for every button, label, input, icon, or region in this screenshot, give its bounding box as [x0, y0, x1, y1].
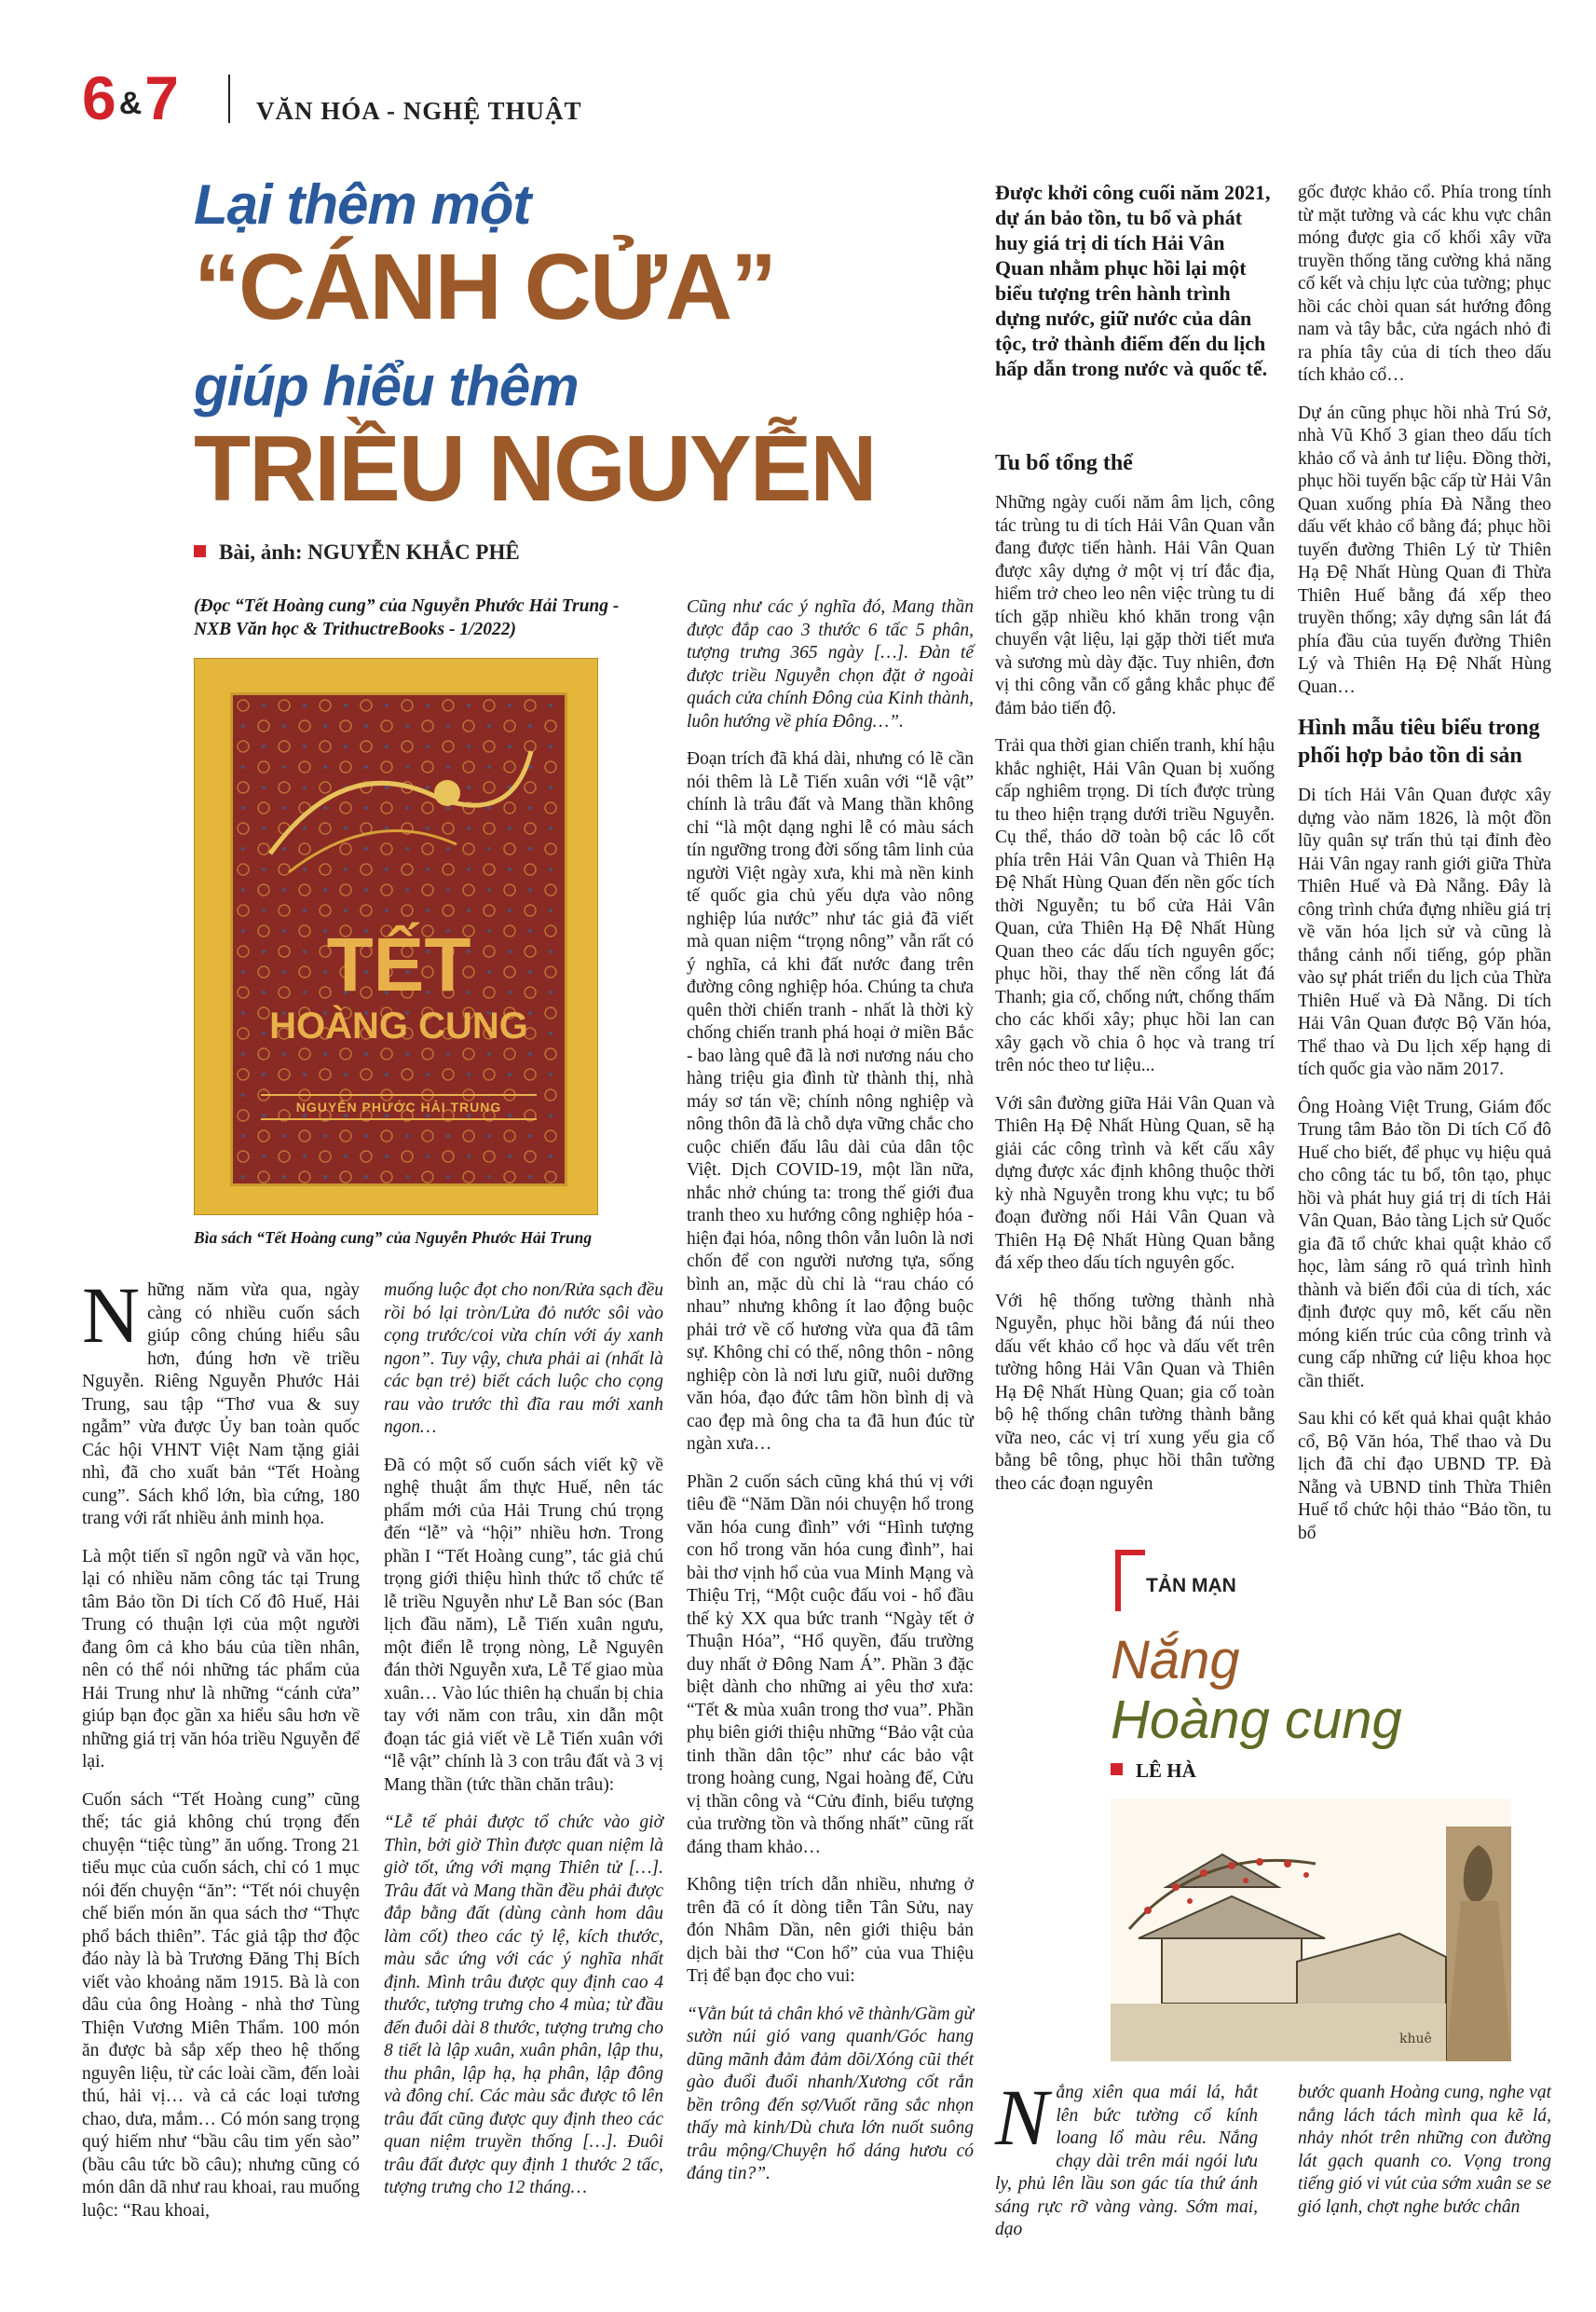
book-cover-subtitle: HOÀNG CUNG: [269, 1006, 528, 1047]
book-cover-title: TẾT: [326, 923, 471, 1007]
headline-line-4: TRIỀU NGUYỄN: [194, 417, 876, 521]
dropcap: N: [82, 1270, 141, 1360]
tanman-label: TẢN MẠN: [1146, 1575, 1236, 1596]
article-column-4: [995, 449, 1275, 1511]
article-column-3: [687, 596, 974, 2201]
paragraph: Với hệ thống tường thành nhà Nguyễn, phục hồi bằng đá núi theo dấu vết khảo cổ học và dấu vết trên tường hông Hải Vân Quan và Thiên Hạ Đệ Nhất Hùng Quan; gia cố toàn bộ hệ thống chân tường thành bằng vữa neo, các vị trí xung yếu gia cố bằng bê tông, phục hồi thân tường theo các đoạn nguyên: [995, 1291, 1275, 1494]
book-cover-image: [194, 658, 598, 1215]
palace-illustration-drawing: [1111, 1799, 1511, 2061]
palace-ground: [1111, 2004, 1446, 2061]
paragraph: Những ngày cuối năm âm lịch, công tác trùng tu di tích Hải Vân Quan vẫn đang được tiến hành. Hải Vân Quan được xây dựng ở một vị trí đắc địa, hiểm trở cheo leo nên việc trùng tu di tích gặp nhiều khó khăn trong vận chuyển vật liệu, lại gặp thời tiết mưa và sương mù dày đặc. Tuy nhiên, đơn vị thi công vẫn cố gắng khắc phục để đảm bảo tiến độ.: [995, 493, 1275, 718]
paragraph: Di tích Hải Vân Quan được xây dựng vào năm 1826, là một đồn lũy quân sự trấn thủ tại đỉnh đèo Hải Vân ngay ranh giới giữa Thừa Thiên Huế và Đà Nẵng. Đây là công trình chứa đựng nhiều giá trị về văn hóa lịch sử và cũng là thắng cảnh nổi tiếng, góp phần vào sự phát triển du lịch của Thừa Thiên Huế và Đà Nẵng. Di tích Hải Vân Quan được Bộ Văn hóa, Thể thao và Du lịch xếp hạng di tích quốc gia vào năm 2017.: [1298, 786, 1551, 1079]
paragraph: Ông Hoàng Việt Trung, Giám đốc Trung tâm Bảo tồn Di tích Cố đô Huế cho biết, để phục vụ hiệu quả cho công tác tu bổ, tôn tạo, phục hồi và phát huy giá trị di tích Hải Vân Quan, Bảo tàng Lịch sử Quốc gia đã tổ chức khai quật khảo cổ học, làm sáng rõ quá trình hình thành và biến đổi của di tích, xác định được quy mô, kết cấu nền móng kiến trúc của công trình và cung cấp những cứ liệu khoa học cần thiết.: [1298, 1097, 1551, 1391]
page-number-left: 6: [82, 63, 116, 132]
page-number-right: 7: [144, 63, 179, 132]
byline-marker: [194, 545, 206, 557]
poem: “Vằn bút tả chân khó vẽ thành/Gầm gừ sườn núi gió vang quanh/Góc hang dũng mãnh đảm đảm dõi/Xóng cũi thét gào đuổi đuổi nhanh/Xương cốt rắn bền trông đến sợ/Vuốt răng sắc nhọn thấy mà kinh/Dù chưa lớn nuốt suông trâu mộng/Chuyện hổ dáng hươu có đáng tin?”.: [687, 2004, 974, 2183]
paragraph: Phần 2 cuốn sách cũng khá thú vị với tiêu đề “Năm Dần nói chuyện hổ trong văn hóa cung đình” với “Hình tượng con hổ trong văn hóa cung đình”, hai bài thơ vịnh hổ của vua Minh Mạng và Thiệu Trị, “Một cuộc đấu voi - hổ đầu thế kỷ XX qua bức tranh “Ngày tết ở Thuận Hóa”, “Hổ quyền, đấu trường duy nhất ở Đông Nam Á”. Phần 3 đặc biệt dành cho những ai yêu thơ xưa: “Tết & mùa xuân trong thơ vua”. Phần phụ biên giới thiệu những “Bảo vật của tinh thần dân tộc” như các bảo vật trong hoàng cung, Ngai hoàng đế, Cửu vị thần công và “Cửu đỉnh, biểu tượng của trường tồn và thống nhất” cũng rất đáng tham khảo…: [687, 1471, 974, 1857]
paragraph: ắng xiên qua mái lá, hắt lên bức tường cổ kính loang lổ màu rêu. Nắng chạy dài trên mái ngói lưu ly, phủ lên lầu son gác tía thứ ánh sáng rực rỡ vàng vàng. Sớm mai, dạo: [995, 2083, 1258, 2239]
page-number-amp: &: [118, 86, 143, 121]
paragraph: Dự án cũng phục hồi nhà Trú Sở, nhà Vũ Khố 3 gian theo dấu tích khảo cổ và ảnh tư liệu. Đồng thời, phục hồi tuyến bậc cấp từ Hải Vân Quan xuống phía Đà Nẵng theo dấu vết khảo cổ bằng đá; phục hồi tuyến đường Thiên Lý từ Thiên Hạ Đệ Nhất Hùng Quan đi Thừa Thiên Huế bằng đá xếp theo truyền thống; xây dựng sân lát đá phía đầu của tuyến đường Thiên Lý và Thiên Hạ Đệ Nhất Hùng Quan…: [1298, 403, 1551, 697]
book-cover-panel: [230, 692, 567, 1186]
tanman-title-line-2: Hoàng cung: [1111, 1690, 1402, 1750]
paragraph: bước quanh Hoàng cung, nghe vạt nắng lách tách mình qua kẽ lá, nhảy nhót trên những con đường lát gạch quanh co. Vọng trong tiếng gió vi vút của sớm xuân se se gió lạnh, chợt nghe bước chân: [1298, 2083, 1551, 2217]
subheading: Hình mẫu tiêu biểu trong phối hợp bảo tồn di sản: [1298, 716, 1540, 768]
paragraph: gốc được khảo cổ. Phía trong tính từ mặt tường và các khu vực chân móng được gia cố khối xây vữa truyền thống tăng cường khả năng cố kết và chịu lực của tường; phục hồi các chòi quan sát hướng đông nam và tây bắc, cửa ngách nhỏ đi ra phía tây của di tích theo dấu tích khảo cổ…: [1298, 183, 1551, 385]
page-number: [82, 65, 179, 136]
book-cover-author: NGUYỄN PHƯỚC HẢI TRUNG: [261, 1094, 537, 1120]
headline-line-1: Lại thêm một: [194, 173, 531, 236]
tanman-box-corner: [1115, 1550, 1145, 1611]
book-note: (Đọc “Tết Hoàng cung” của Nguyễn Phước Hải Trung - NXB Văn học & TrithuctreBooks - 1/2022): [194, 596, 620, 639]
quote: Cũng như các ý nghĩa đó, Mang thần được đắp cao 3 thước 6 tấc 5 phân, tượng trưng 365 ngày […]. Đàn tế được triều Nguyễn chọn đặt ở ngoài quách cửa chính Đông của Kinh thành, luôn hướng về phía Đông…”.: [687, 597, 974, 732]
paragraph: Đoạn trích đã khá dài, nhưng có lẽ cần nói thêm là Lễ Tiến xuân với “lễ vật” chính là trâu đất và Mang thần không chỉ “là một dạng nghi lễ có màu sách tín ngưỡng trong đời sống tâm linh của người Việt ngày xưa, khi mà nền kinh tế quốc gia chủ yếu dựa vào nông nghiệp lúa nước” như tác giả đã viết mà quan niệm “trọng nông” vẫn rất có ý nghĩa, cả khi đất nước đang trên đường công nghiệp hóa. Chúng ta chưa quên thời chiến tranh - nhất là thời kỳ chống chiến tranh phá hoại ở miền Bắc - bao làng quê đã là nơi nương náu cho hàng triệu gia đình từ thành thị, nhà máy sơ tán về; chính nông nghiệp và nông thôn đã là chỗ dựa vững chắc cho cuộc chiến đấu lâu dài của dân tộc Việt. Dịch COVID-19, một lần nữa, nhắc nhở chúng ta: trong thế giới đua tranh theo xu hướng công nghiệp hóa - hiện đại hóa, nông thôn vẫn luôn là nơi chốn để con người nương tựa, sống bình an, mặc dù chỉ là “rau cháo có nhau” nhưng không ít lao động buộc phải trở về cố hương vừa qua đã tâm sự. Không chỉ có thế, nông thôn - nông nghiệp còn là nơi lưu giữ, nuôi dưỡng văn hóa, đạo đức tâm hồn bình dị và cao đẹp mà ông cha ta đã hun đúc từ ngàn xưa…: [687, 749, 974, 1454]
byline-text: Bài, ảnh: NGUYỄN KHẮC PHÊ: [219, 540, 520, 564]
tanman-column-left: [995, 2073, 1258, 2257]
paragraph: Sau khi có kết quả khai quật khảo cổ, Bộ Văn hóa, Thể thao và Du lịch đã chỉ đạo UBND TP. Đà Nẵng và UBND tỉnh Thừa Thiên Huế tổ chức hội thảo “Bảo tồn, tu bổ: [1298, 1409, 1551, 1543]
paragraph: Cuốn sách “Tết Hoàng cung” cũng thế; tác giả không chú trọng đến chuyện “tiệc tùng” ăn uống. Trong 21 tiểu mục của cuốn sách, chỉ có 1 mục nói đến chuyện “ăn”: “Tết nói chuyện chế biến món ăn qua sách thơ “Thực phổ bách thiên”. Tác giả tập thơ độc đáo này là bà Trương Đăng Thị Bích viết vào khoảng năm 1915. Bà là con dâu của ông Hoàng - nhà thơ Tùng Thiện Vương Miên Thẩm. 100 món ăn được bà sắp xếp theo hệ thống nguyên liệu, từ các loài cầm, đến loài thú, hải vị… và cả các loại tương chao, dưa, mắm… Có món sang trọng quý hiếm như “bầu câu tim yến sào” (bầu câu tức bồ câu); nhưng cũng có món dân dã như rau khoai, rau muống luộc: “Rau khoai,: [82, 1789, 360, 2221]
byline: [194, 540, 520, 565]
tanman-title-line-1: Nắng: [1111, 1630, 1240, 1690]
illustration-signature: khuê: [1399, 2032, 1432, 2046]
paragraph: muống luộc đọt cho non/Rửa sạch đều rồi bó lại tròn/Lửa đỏ nước sôi vào cọng trước/coi vừa chín với áy xanh ngon”. Tuy vậy, chưa phải ai (nhất là các bạn trẻ) biết cách luộc cho cọng rau vào trước thì đĩa rau mới xanh ngon…: [384, 1280, 663, 1437]
palace-illustration: [1111, 1799, 1511, 2061]
tanman-byline: [1111, 1759, 1196, 1783]
byline-marker: [1111, 1763, 1123, 1775]
palace-roof-lower: [1139, 1896, 1325, 1938]
tanman-column-right: [1298, 2082, 1551, 2234]
paragraph: Đã có một số cuốn sách viết kỹ về nghệ thuật ẩm thực Huế, nên tác phẩm mới của Hải Trung chú trọng đến “lễ” và “hội” nhiều hơn. Trong phần I “Tết Hoàng cung”, tác giả chú trọng giới thiệu hình thức tổ chức tế lễ triều Nguyễn như Lễ Ban sóc (Ban lịch đầu năm), Lễ Tiến xuân ngưu, một điển lễ trọng nòng, Lễ Nguyên đán thời Nguyễn xưa, Lễ Tế giao mùa xuân… Vào lúc thiên hạ chuẩn bị chia tay với năm con trâu, xin dẫn một đoạn tác giả viết về Lễ Tiến xuân với “lễ vật” chính là 3 con trâu đất và 3 vị Mang thần (tức thần chăn trâu):: [384, 1455, 663, 1795]
palace-wall: [1162, 1938, 1302, 2004]
header-divider: [228, 75, 230, 123]
section-title: VĂN HÓA - NGHỆ THUẬT: [256, 97, 582, 125]
article-column-1: [82, 1270, 360, 2237]
dropcap: N: [995, 2073, 1049, 2162]
paragraph: Không tiện trích dẫn nhiều, nhưng ở trên đã có ít dòng tiễn Tân Sửu, nay đón Nhâm Dần, nên giới thiệu bản dịch bài thơ “Con hổ” của vua Thiệu Trị để bạn đọc cho vui:: [687, 1875, 974, 1986]
paragraph: Trải qua thời gian chiến tranh, khí hậu khắc nghiệt, Hải Vân Quan bị xuống cấp nghiêm trọng. Di tích được trùng tu theo hiện trạng dưới triều Nguyễn. Cụ thể, tháo dỡ toàn bộ các lô cốt phía trên Hải Vân Quan và Thiên Hạ Đệ Nhất Hùng Quan đến nền gốc tích thời Nguyễn; tu bổ cửa Hải Vân Quan, cửa Thiên Hạ Đệ Nhất Hùng Quan theo các dấu tích nguyên gốc; phục hồi, thay thế nền cổng lát đá Thanh; gia cố, chống nứt, chống thấm cho các khối xây; phục hồi lan can xây gạch vồ chia ô học và trang trí trên nóc theo tư liệu...: [995, 736, 1275, 1075]
paragraph: hững năm vừa qua, ngày càng có nhiều cuốn sách giúp công chúng hiểu sâu hơn, đúng hơn về triều Nguyễn. Riêng Nguyễn Phước Hải Trung, sau tập “Thơ vua & suy ngẫm” vừa được Ủy ban toàn quốc Các hội VHNT Việt Nam tặng giải nhì, đã cho xuất bản “Tết Hoàng cung”. Sách khổ lớn, bìa cứng, 180 trang với rất nhiều ảnh minh họa.: [82, 1280, 360, 1528]
article-column-5: [1298, 182, 1551, 1560]
headline-line-2: “CÁNH CỬA”: [194, 235, 776, 339]
paragraph: Là một tiến sĩ ngôn ngữ và văn học, lại có nhiều năm công tác tại Trung tâm Bảo tồn Di tích Cố đô Huế, Hải Trung có thuận lợi của một người đang ôm cả kho báu của tiền nhân, nên có thể nói những tác phẩm của Hải Trung như là những “cánh cửa” giúp bạn đọc gần xa hiểu sâu hơn về những giá trị văn hóa triều Nguyễn để lại.: [82, 1546, 360, 1772]
headline-line-3: giúp hiểu thêm: [194, 355, 579, 417]
article-column-2: [384, 1279, 663, 2215]
quote: “Lễ tế phải được tổ chức vào giờ Thìn, bởi giờ Thìn được quan niệm là giờ tốt, ứng với mạng Thiên tử […]. Trâu đất và Mang thần đều phải được đắp bằng đất (dùng cành hom dâu làm cốt) theo các tỷ lệ, kích thước, màu sắc ứng với các ý nghĩa nhất định. Mình trâu được quy định cao 4 thước, tượng trưng cho 4 mùa; từ đầu đến đuôi dài 8 thước, tượng trưng cho 8 tiết là lập xuân, xuân phân, lập thu, thu phân, lập hạ, hạ phân, lập đông và đông chí. Các màu sắc được tô lên trâu đất cũng được quy định theo các quan niệm truyền thống […]. Đuôi trâu đất được quy định 1 thước 2 tấc, tượng trưng cho 12 tháng…: [384, 1813, 663, 2197]
article-lead: Được khởi công cuối năm 2021, dự án bảo tồn, tu bổ và phát huy giá trị di tích Hải Vân Quan nhằm phục hồi lại một biểu tượng trên hành trình dựng nước, giữ nước của dân tộc, trở thành điểm đến du lịch hấp dẫn trong nước và quốc tế.: [995, 181, 1271, 380]
subheading: Tu bổ tổng thể: [995, 451, 1133, 475]
image-caption: Bìa sách “Tết Hoàng cung” của Nguyễn Phước Hải Trung: [194, 1228, 593, 1247]
paragraph: Với sân đường giữa Hải Vân Quan và Thiên Hạ Đệ Nhất Hùng Quan, sẽ hạ giải các công trình và kết cấu xây dựng được xác định không thuộc thời kỳ nhà Nguyễn trong khu vực; tu bổ đoạn đường nối Hải Vân Quan và Thiên Hạ Đệ Nhất Hùng Quan bằng đá xếp theo dấu tích nguyên gốc.: [995, 1093, 1275, 1273]
tanman-author: LÊ HÀ: [1136, 1759, 1196, 1782]
